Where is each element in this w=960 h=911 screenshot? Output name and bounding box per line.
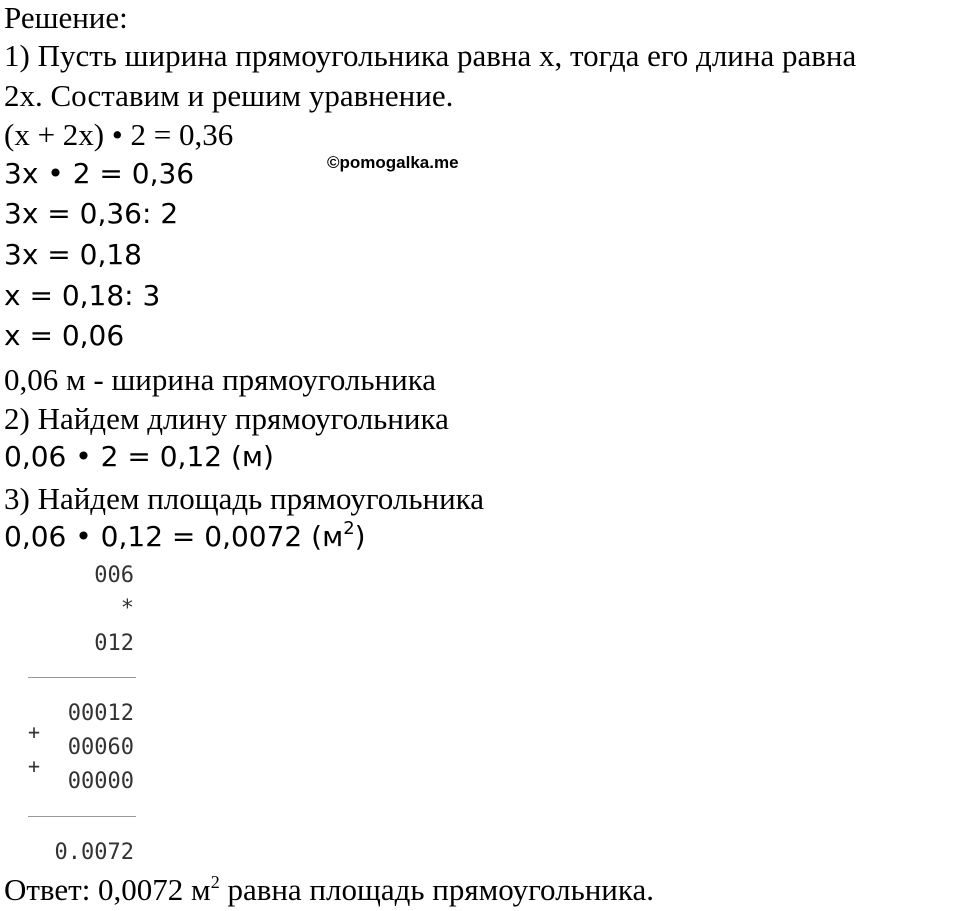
answer-text: Ответ: 0,0072 м (4, 872, 211, 907)
calc-plus-1: + (28, 720, 41, 744)
step2-equation: 0,06 • 2 = 0,12 (м) (4, 440, 274, 473)
step3-title: 3) Найдем площадь прямоугольника (4, 481, 485, 516)
calc-multiplier: 012 (94, 631, 134, 656)
width-result: 0,06 м - ширина прямоугольника (4, 362, 437, 397)
calc-rule-bottom (28, 816, 136, 817)
calc-result: 0.0072 (54, 840, 134, 865)
equation-4: 3x = 0,18 (4, 238, 142, 271)
equation-6: x = 0,06 (4, 319, 125, 352)
equation-1: (x + 2x) • 2 = 0,36 (4, 117, 234, 152)
calc-partial-3: 00000 (67, 769, 134, 794)
calc-operator: * (120, 596, 134, 621)
step1-line1: 1) Пусть ширина прямоугольника равна x, тогда его длина равна (4, 38, 857, 73)
watermark: ©pomogalka.me (327, 153, 459, 172)
step3-equation-text: 0,06 • 0,12 = 0,0072 (м (4, 520, 344, 553)
calc-multiplicand: 006 (94, 563, 134, 588)
answer-text-end: равна площадь прямоугольника. (219, 872, 654, 907)
calc-partial-2: 00060 (67, 735, 134, 760)
equation-3: 3x = 0,36: 2 (4, 197, 179, 230)
step3-equation-close: ) (354, 520, 366, 553)
equation-5: x = 0,18: 3 (4, 279, 161, 312)
answer-superscript: 2 (210, 872, 220, 892)
calc-rule-top (28, 677, 136, 678)
step3-equation-superscript: 2 (343, 518, 355, 539)
step3-equation (4, 518, 366, 553)
step1-line2: 2x. Составим и решим уравнение. (4, 78, 454, 113)
answer-line (4, 874, 654, 905)
equation-2: 3x • 2 = 0,36 (4, 157, 195, 190)
solution-heading: Решение: (4, 0, 128, 35)
calc-partial-1: 00012 (67, 701, 134, 726)
calc-plus-2: + (28, 754, 41, 778)
step2-title: 2) Найдем длину прямоугольника (4, 401, 449, 436)
